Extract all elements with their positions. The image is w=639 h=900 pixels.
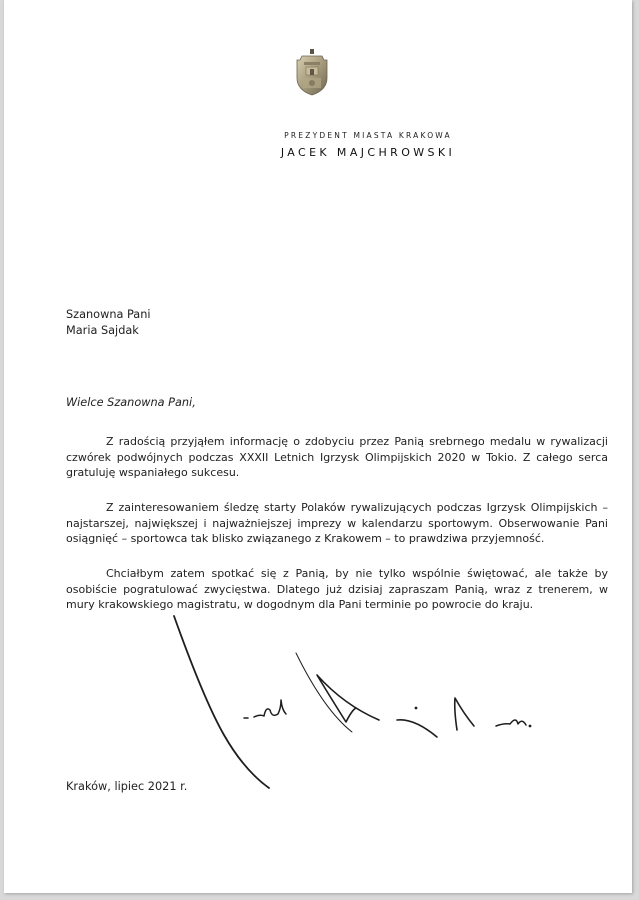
letterhead-name: JACEK MAJCHROWSKI [280,146,456,159]
krakow-coat-of-arms-icon [294,48,330,96]
letter-page [4,0,632,893]
recipient-line-2: Maria Sajdak [66,324,139,337]
place-and-date: Kraków, lipiec 2021 r. [66,780,188,793]
salutation: Wielce Szanowna Pani, [66,396,196,409]
handwritten-signature-icon [154,610,554,790]
recipient-address [66,307,151,339]
paragraph-2: Z zainteresowaniem śledzę starty Polaków rywalizujących podczas Igrzysk Olimpijskich – najstarszej, największej i najważniejszej imprezy w kalendarzu sportowym. Obserwowanie Pani osiągnięć – sportowca tak blisko związanego z Krakowem – to prawdziwa przyjemność. [66,501,608,545]
paragraph-3: Chciałbym zatem spotkać się z Panią, by nie tylko wspólnie świętować, ale także by osobiście pogratulować zwycięstwa. Dlatego już dzisiaj zapraszam Panią, wraz z trenerem, w mury krakowskiego magistratu, w dogodnym dla Pani terminie po powrocie do kraju. [66,567,608,611]
letterhead-title: PREZYDENT MIASTA KRAKOWA [284,131,452,140]
paragraph-1: Z radością przyjąłem informację o zdobyciu przez Panią srebrnego medalu w rywalizacji czwórek podwójnych podczas XXXII Letnich Igrzysk Olimpijskich 2020 w Tokio. Z całego serca gratuluję wspaniałego sukcesu. [66,435,608,479]
recipient-line-1: Szanowna Pani [66,308,151,321]
